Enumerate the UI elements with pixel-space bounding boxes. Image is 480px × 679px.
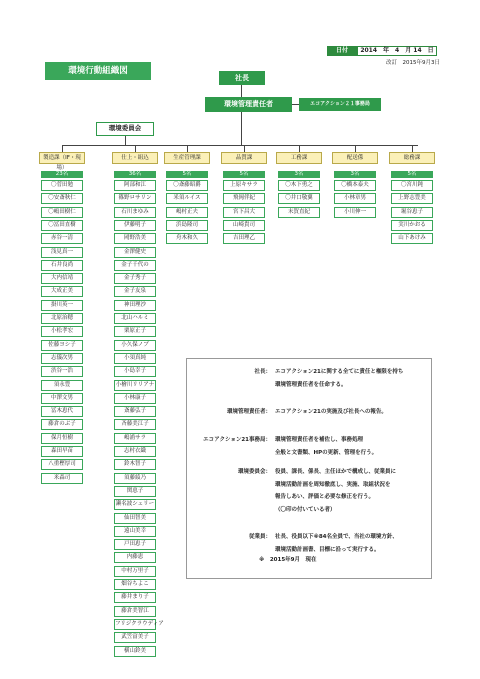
role-label: 社長：	[254, 369, 271, 375]
member-cell: 佐藤ヨシ子	[41, 340, 83, 351]
role-label: 従業員：	[248, 534, 271, 540]
member-cell: 小松孝宏	[41, 326, 83, 337]
member-cell: 嶋村正夫	[166, 207, 208, 218]
member-cell: 金子千代の	[114, 260, 156, 271]
role-text: 社長、役員以下※84名全員で、当社の環境方針、	[275, 534, 398, 540]
member-cell: 斎藤弘子	[114, 406, 156, 417]
member-cell: 上原キサラ	[223, 180, 265, 191]
role-text: 環境活動計画書、目標に沿って実行する。	[275, 546, 380, 553]
member-count: 3名	[278, 171, 320, 178]
role-text: 役員、課長、係長、主任ほかで構成し、従業員に	[275, 469, 397, 475]
member-count: 5名	[223, 171, 265, 178]
connector-line	[62, 145, 63, 152]
role-text: 環境活動計画を周知徹底し、実施、取組状況を	[275, 481, 391, 488]
department-header: 品質課	[221, 152, 267, 164]
member-cell: 〇木下勇之	[278, 180, 320, 191]
member-cell: 保月恒樹	[41, 433, 83, 444]
member-cell: 神田理沙	[114, 300, 156, 311]
member-cell: 大内信靖	[41, 273, 83, 284]
member-cell: 〇斎藤昭爵	[166, 180, 208, 191]
member-cell: 小林康子	[114, 393, 156, 404]
member-cell: 石川まゆみ	[114, 207, 156, 218]
member-cell: 鈴木智子	[114, 459, 156, 470]
department-header: 製造課（IF・現場）	[39, 152, 85, 164]
member-cell: 〇井口敬翼	[278, 193, 320, 204]
member-cell: 渋谷一浩	[41, 366, 83, 377]
role-text: 全般と文書類、HPの更新、管理を行う。	[275, 449, 378, 456]
member-cell: 山崎貴司	[223, 220, 265, 231]
member-count: 36名	[114, 171, 156, 178]
member-cell: 森田早苗	[41, 446, 83, 457]
page-title: 環境行動組織図	[45, 62, 151, 80]
member-cell: 飛岡伴紀	[223, 193, 265, 204]
member-cell: 金子秀子	[114, 273, 156, 284]
member-count: 5名	[391, 171, 433, 178]
department-header: 生産管理課	[164, 152, 210, 164]
member-cell: 〇宮川鈍	[391, 180, 433, 191]
member-cell: 藤倉のぶ子	[41, 419, 83, 430]
member-cell: 小林章男	[334, 193, 376, 204]
member-cell: 北原治穂	[41, 313, 83, 324]
member-cell: 小川伸一	[334, 207, 376, 218]
role-label: 環境委員会：	[237, 469, 271, 475]
member-cell: 藤倉美智江	[114, 606, 156, 617]
member-cell: 実川かおる	[391, 220, 433, 231]
member-cell: 遠山美幸	[114, 526, 156, 537]
department-header: 仕上・組込	[112, 152, 158, 164]
member-cell: 〇橋本泰夫	[334, 180, 376, 191]
member-cell: 山下あけみ	[391, 233, 433, 244]
connector-line	[299, 145, 300, 152]
member-cell: 〇嶋田樹仁	[41, 207, 83, 218]
connector-line	[292, 104, 299, 105]
connector-line	[125, 136, 126, 145]
member-cell: 〇安斎秋仁	[41, 193, 83, 204]
member-cell: 須永豊	[41, 380, 83, 391]
date-value: 2014 年 4 月 14 日	[357, 46, 437, 56]
member-count: 5名	[166, 171, 208, 178]
member-cell: 〇菅田勉	[41, 180, 83, 191]
role-text: 報告しあい、評価と必要な修正を行う。	[275, 494, 375, 500]
member-cell: 浜島隆司	[166, 220, 208, 231]
member-cell: 小須真純	[114, 353, 156, 364]
member-cell: 中村万里子	[114, 566, 156, 577]
member-cell: 志儀次男	[41, 353, 83, 364]
department-header: 総務課	[389, 152, 435, 164]
manager-box: 環境管理責任者	[205, 97, 292, 112]
member-cell: 嶋浦サラ	[114, 433, 156, 444]
member-cell: 浅見真一	[41, 247, 83, 258]
member-cell: 冨木恵代	[41, 406, 83, 417]
connector-line	[241, 112, 242, 145]
member-cell: 米森司	[41, 473, 83, 484]
member-cell: 小久保ノブ	[114, 340, 156, 351]
role-description-box	[186, 358, 432, 579]
member-cell: 上野志豊美	[391, 193, 433, 204]
connector-line	[244, 145, 245, 152]
president-box: 社長	[219, 71, 265, 85]
member-cell: 関恵子	[114, 486, 156, 497]
member-cell: 末賀直紀	[278, 207, 320, 218]
committee-box: 環境委員会	[96, 122, 154, 136]
role-label: エコアクション21事務局：	[203, 437, 271, 443]
member-count: 3名	[334, 171, 376, 178]
member-cell: 八重樫厚司	[41, 459, 83, 470]
member-cell: 北山ハルミ	[114, 313, 156, 324]
connector-line	[187, 145, 188, 152]
member-cell: 畑谷ちよこ	[114, 579, 156, 590]
footnote: ※ 2015年9月 現在	[259, 557, 317, 563]
member-cell: 堀谷恵子	[391, 207, 433, 218]
role-text: 環境管理責任者を補佐し、事務処理	[275, 437, 364, 443]
member-cell: 赤谷一清	[41, 233, 83, 244]
department-header: 工務課	[276, 152, 322, 164]
member-cell: 舟木和久	[166, 233, 208, 244]
member-cell: 小島幸子	[114, 366, 156, 377]
connector-line	[241, 85, 242, 97]
member-cell: 宮下昌大	[223, 207, 265, 218]
member-cell: 仙田智美	[114, 513, 156, 524]
member-cell: 掛川英一	[41, 300, 83, 311]
member-cell: 中澤文男	[41, 393, 83, 404]
department-header: 配送係	[332, 152, 378, 164]
member-cell: フリジクラウディア	[114, 619, 156, 630]
member-cell: 志村衣織	[114, 446, 156, 457]
role-text: （〇印の付いている者）	[275, 506, 336, 513]
member-cell: 米須ルイス	[166, 193, 208, 204]
connector-line	[62, 145, 418, 146]
member-count: 23名	[41, 171, 83, 178]
member-cell: 内藤恵	[114, 552, 156, 563]
role-text: 環境管理責任者を任命する。	[275, 381, 347, 388]
member-cell: 阿部和江	[114, 180, 156, 191]
role-label: 環境管理責任者：	[226, 409, 271, 415]
member-cell: 栗原正子	[114, 326, 156, 337]
member-cell: 金澤健史	[114, 247, 156, 258]
member-cell: 石井良尚	[41, 260, 83, 271]
member-cell: 瀬名波シェリー	[114, 499, 156, 510]
member-cell: 戸田恵子	[114, 539, 156, 550]
member-cell: 吉田理乙	[223, 233, 265, 244]
ea21-office-box: エコアクション２１事務局	[299, 98, 381, 111]
member-cell: 篠野ロサリン	[114, 193, 156, 204]
member-cell: 斉藤美江子	[114, 419, 156, 430]
member-cell: 藤井まり子	[114, 592, 156, 603]
member-cell: 須藤綾乃	[114, 473, 156, 484]
connector-line	[135, 145, 136, 152]
role-text: エコアクション21の実施及び社長への報告。	[275, 409, 387, 415]
role-text: エコアクション21に関する全てに責任と権限を持ち	[275, 369, 404, 375]
date-label: 日付	[327, 46, 357, 56]
member-cell: 武笠富美子	[114, 632, 156, 643]
member-cell: 〇冨田直樹	[41, 220, 83, 231]
connector-line	[355, 145, 356, 152]
member-cell: 横山鈴美	[114, 646, 156, 657]
member-cell: 大成正美	[41, 286, 83, 297]
member-cell: 岡野浩美	[114, 233, 156, 244]
revised-date: 改訂 2015年9月3日	[386, 60, 440, 66]
member-cell: 金子友泉	[114, 286, 156, 297]
connector-line	[412, 145, 413, 152]
member-cell: 伊藤明子	[114, 220, 156, 231]
member-cell: 小檜川リリアナ	[114, 380, 156, 391]
